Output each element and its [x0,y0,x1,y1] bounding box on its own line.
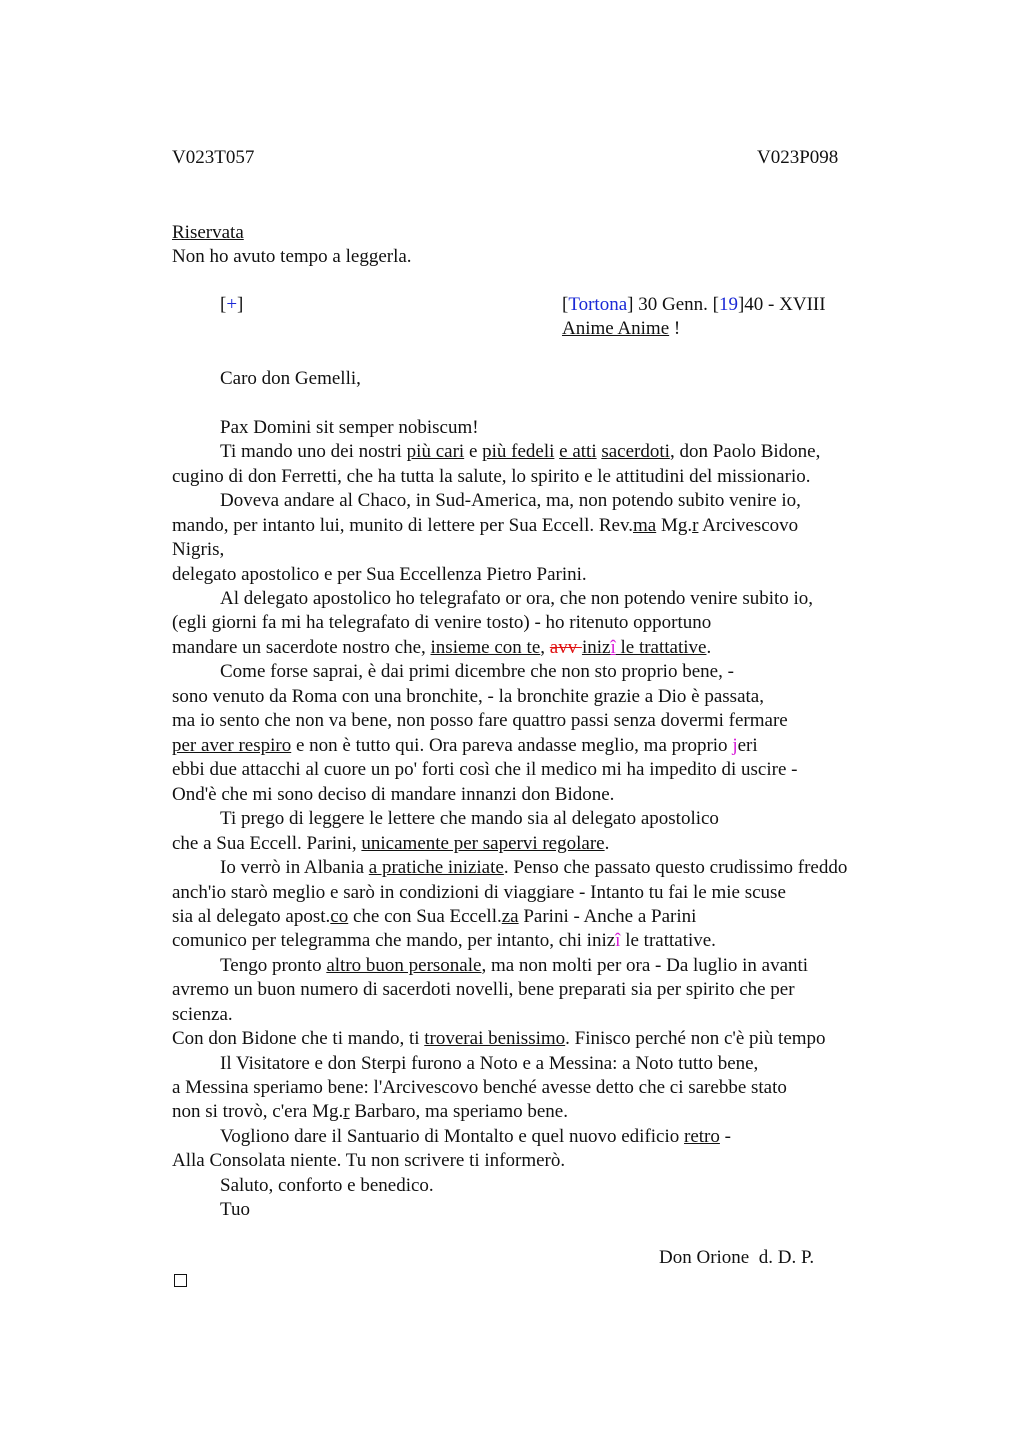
body-line: Alla Consolata niente. Tu non scrivere ti informerò. [172,1150,566,1171]
body-line: avremo un buon numero di sacerdoti novelli, bene preparati sia per spirito che per [172,979,795,1000]
body-line: Nigris, [172,539,225,560]
body-line: anch'io starò meglio e sarò in condizioni di viaggiare - Intanto tu fai le mie scuse [172,882,786,903]
body-line: Tengo pronto altro buon personale, ma non molti per ora - Da luglio in avanti [220,955,809,976]
dateline: [Tortona] 30 Genn. [19]40 - XVIII [562,294,826,315]
document-code-right: V023P098 [757,147,839,168]
place-name: Tortona [568,294,628,315]
body-line: Ti prego di leggere le lettere che mando sia al delegato apostolico [220,808,719,829]
salutation: Caro don Gemelli, [220,368,361,389]
body-line: a Messina speriamo bene: l'Arcivescovo benché avesse detto che ci sarebbe stato [172,1077,787,1098]
body-line: Saluto, conforto e benedico. [220,1175,434,1196]
body-line: Vogliono dare il Santuario di Montalto e quel nuovo edificio retro - [220,1126,731,1147]
body-line: Tuo [220,1199,250,1220]
body-line: cugino di don Ferretti, che ha tutta la salute, lo spirito e le attitudini del missionario. [172,466,811,487]
body-line: scienza. [172,1004,233,1025]
motto: Anime Anime ! [562,318,681,339]
body-line: (egli giorni fa mi ha telegrafato di venire tosto) - ho ritenuto opportuno [172,612,712,633]
body-line: mandare un sacerdote nostro che, insieme con te, avv inizî le trattative. [172,637,712,658]
handling-note: Non ho avuto tempo a leggerla. [172,246,412,267]
body-line: Al delegato apostolico ho telegrafato or ora, che non potendo venire subito io, [220,588,814,609]
body-line: Ond'è che mi sono deciso di mandare innanzi don Bidone. [172,784,615,805]
body-line: ebbi due attacchi al cuore un po' forti così che il medico mi ha impedito di uscire - [172,759,798,780]
body-line: che a Sua Eccell. Parini, unicamente per sapervi regolare. [172,833,610,854]
cross-symbol: [+] [220,294,244,315]
body-line: Io verrò in Albania a pratiche iniziate. Penso che passato questo crudissimo freddo [220,857,848,878]
body-line: comunico per telegramma che mando, per intanto, chi inizî le trattative. [172,930,716,951]
body-line: Ti mando uno dei nostri più cari e più fedeli e atti sacerdoti, don Paolo Bidone, [220,441,821,462]
body-line: sia al delegato apost.co che con Sua Eccell.za Parini - Anche a Parini [172,906,697,927]
body-line: delegato apostolico e per Sua Eccellenza Pietro Parini. [172,564,587,585]
signature: Don Orione d. D. P. [659,1247,815,1268]
body-line: per aver respiro e non è tutto qui. Ora pareva andasse meglio, ma proprio jeri [172,735,758,756]
document-code-left: V023T057 [172,147,255,168]
body-line: Il Visitatore e don Sterpi furono a Noto e a Messina: a Noto tutto bene, [220,1053,759,1074]
body-line: mando, per intanto lui, munito di lettere per Sua Eccell. Rev.ma Mg.r Arcivescovo [172,515,799,536]
end-marker-square-icon [174,1274,187,1287]
body-line: sono venuto da Roma con una bronchite, - la bronchite grazie a Dio è passata, [172,686,764,707]
body-line: non si trovò, c'era Mg.r Barbaro, ma speriamo bene. [172,1101,568,1122]
body-line: Doveva andare al Chaco, in Sud-America, ma, non potendo subito venire io, [220,490,801,511]
body-line: ma io sento che non va bene, non posso fare quattro passi senza dovermi fermare [172,710,788,731]
struck-text: avv [549,637,582,658]
body-line: Con don Bidone che ti mando, ti troverai benissimo. Finisco perché non c'è più tempo [172,1028,826,1049]
riservata-label: Riservata [172,222,244,243]
body-line: Pax Domini sit semper nobiscum! [220,417,479,438]
body-line: Come forse saprai, è dai primi dicembre che non sto proprio bene, - [220,661,734,682]
